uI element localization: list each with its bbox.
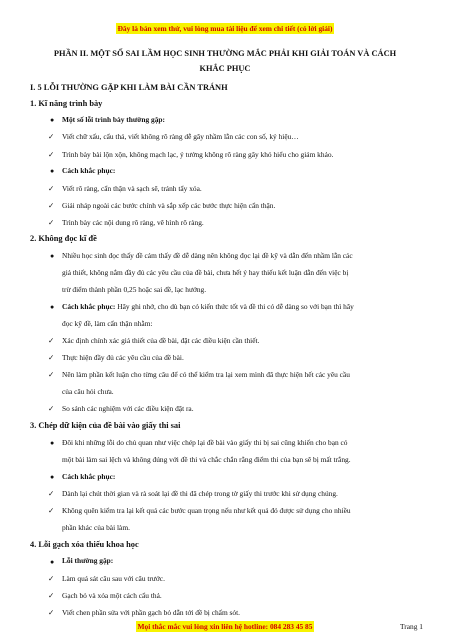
check-icon: ✓ xyxy=(48,201,55,210)
part-title-line1: PHẦN II. MỘT SỐ SAI LẦM HỌC SINH THƯỜNG MẮC PHẢI KHI GIẢI TOÁN VÀ CÁCH xyxy=(53,49,397,58)
check-icon: ✓ xyxy=(48,218,55,227)
heading-erasing-errors: 4. Lỗi gạch xóa thiếu khoa học xyxy=(30,540,139,549)
fix-label: Cách khắc phục: xyxy=(62,302,116,311)
list-item: Trình bày bài lộn xộn, không mạch lạc, ý tưởng không rõ ràng gây khó hiểu cho giám khảo. xyxy=(62,150,334,159)
paragraph-line: giả thiết, không nắm đầy đủ các yêu cầu của đề bài, chưa hết ý hay thiếu kết luận dẫn đến việc bị xyxy=(62,268,349,277)
list-item: Làm quá sát câu sau với câu trước. xyxy=(62,574,165,583)
list-item: Thực hiện đầy đủ các yêu cầu của đề bài. xyxy=(62,353,184,362)
list-item: Không quên kiểm tra lại kết quả các bước quan trọng nếu như kết quả đó được sử dụng cho nhiều xyxy=(62,506,351,515)
paragraph-line: Nhiều học sinh đọc thấy đề cảm thấy đề dễ dàng nên không đọc lại đề kỹ và dẫn đến nhầm lẫn các xyxy=(62,251,353,260)
list-item-continuation: phần khác của bài làm. xyxy=(62,523,130,532)
paragraph-line: một bài làm sai lệch và không đúng với đề thi và chắc chắn rằng điểm thi của bạn sẽ bị mất trắng. xyxy=(62,455,351,464)
paragraph-line xyxy=(62,302,354,311)
list-item: Viết chen phần sửa với phần gạch bỏ dẫn tới đề bị chấm sót. xyxy=(62,608,241,617)
hotline-banner-text: Mọi thắc mắc vui lòng xin liên hệ hotline: 084 283 45 85 xyxy=(137,622,313,631)
heading-copy-errors: 3. Chép dữ kiện của đề bài vào giấy thi sai xyxy=(30,421,181,430)
list-item: Nên làm phần kết luận cho từng câu để có thể kiểm tra lại xem mình đã thực hiện hết các yêu cầu xyxy=(62,370,350,379)
check-icon: ✓ xyxy=(48,489,55,498)
list-item: Viết rõ ràng, cẩn thận và sạch sẽ, tránh tẩy xóa. xyxy=(62,184,202,193)
list-item-continuation: của câu hỏi chưa. xyxy=(62,387,114,396)
check-icon: ✓ xyxy=(48,184,55,193)
bullet-icon: ● xyxy=(50,116,55,124)
subheading-common-errors: Một số lỗi trình bày thường gặp: xyxy=(62,115,165,124)
check-icon: ✓ xyxy=(48,608,55,617)
part-title xyxy=(30,46,420,76)
part-title-line2: KHẮC PHỤC xyxy=(199,64,251,73)
preview-banner-text: Đây là bản xem thử, vui lòng mua tài liệu để xem chi tiết (có lời giải) xyxy=(117,24,333,33)
list-item: Gạch bỏ và xóa một cách cẩu thả. xyxy=(62,591,162,600)
subheading-fix: Cách khắc phục: xyxy=(62,166,116,175)
paragraph-line: trừ điểm thành phần 0,25 hoặc sai đề, lạc hướng. xyxy=(62,285,207,294)
check-icon: ✓ xyxy=(48,370,55,379)
preview-banner xyxy=(0,24,450,33)
list-item: Giải nháp ngoài các bước chính và sắp xếp các bước thực hiện cẩn thận. xyxy=(62,201,276,210)
check-icon: ✓ xyxy=(48,591,55,600)
bullet-icon: ● xyxy=(50,439,55,447)
heading-presentation-skill: 1. Kĩ năng trình bày xyxy=(30,99,103,108)
check-icon: ✓ xyxy=(48,353,55,362)
bullet-icon: ● xyxy=(50,252,55,260)
paragraph-line: Đôi khi những lỗi do chủ quan như việc chép lại đề bài vào giấy thi bị sai cũng khiến cho bạn có xyxy=(62,438,348,447)
page-number: Trang 1 xyxy=(400,622,423,631)
list-item: Dành lại chút thời gian và rà soát lại đề thi đã chép trong tờ giấy thi trước khi sử dụng chúng. xyxy=(62,489,338,498)
heading-read-carefully: 2. Không đọc kĩ đề xyxy=(30,234,97,243)
subheading-common-errors: Lỗi thường gặp: xyxy=(62,556,114,565)
list-item: Trình bày các nội dung rõ ràng, vẽ hình rõ ràng. xyxy=(62,218,204,227)
check-icon: ✓ xyxy=(48,404,55,413)
list-item: So sánh các nghiệm với các điều kiện đặt ra. xyxy=(62,404,194,413)
fix-text: Hãy ghi nhớ, cho dù bạn có kiến thức tốt và đề thi có dễ dàng so với bạn thì hãy xyxy=(115,302,354,311)
bullet-icon: ● xyxy=(50,473,55,481)
check-icon: ✓ xyxy=(48,336,55,345)
bullet-icon: ● xyxy=(50,303,55,311)
bullet-icon: ● xyxy=(50,558,55,566)
subheading-fix: Cách khắc phục: xyxy=(62,472,116,481)
check-icon: ✓ xyxy=(48,506,55,515)
list-item: Viết chữ xấu, cẩu thả, viết không rõ ràng dễ gây nhầm lẫn các con số, ký hiệu… xyxy=(62,132,299,141)
check-icon: ✓ xyxy=(48,150,55,159)
paragraph-line: đọc kỹ đề, làm cẩn thận nhằm: xyxy=(62,319,153,328)
section-heading: I. 5 LỖI THƯỜNG GẶP KHI LÀM BÀI CẦN TRÁNH xyxy=(30,83,228,92)
bullet-icon: ● xyxy=(50,167,55,175)
list-item: Xác định chính xác giả thiết của đề bài, đặt các điều kiện cần thiết. xyxy=(62,336,260,345)
check-icon: ✓ xyxy=(48,132,55,141)
hotline-banner xyxy=(0,622,450,631)
check-icon: ✓ xyxy=(48,574,55,583)
